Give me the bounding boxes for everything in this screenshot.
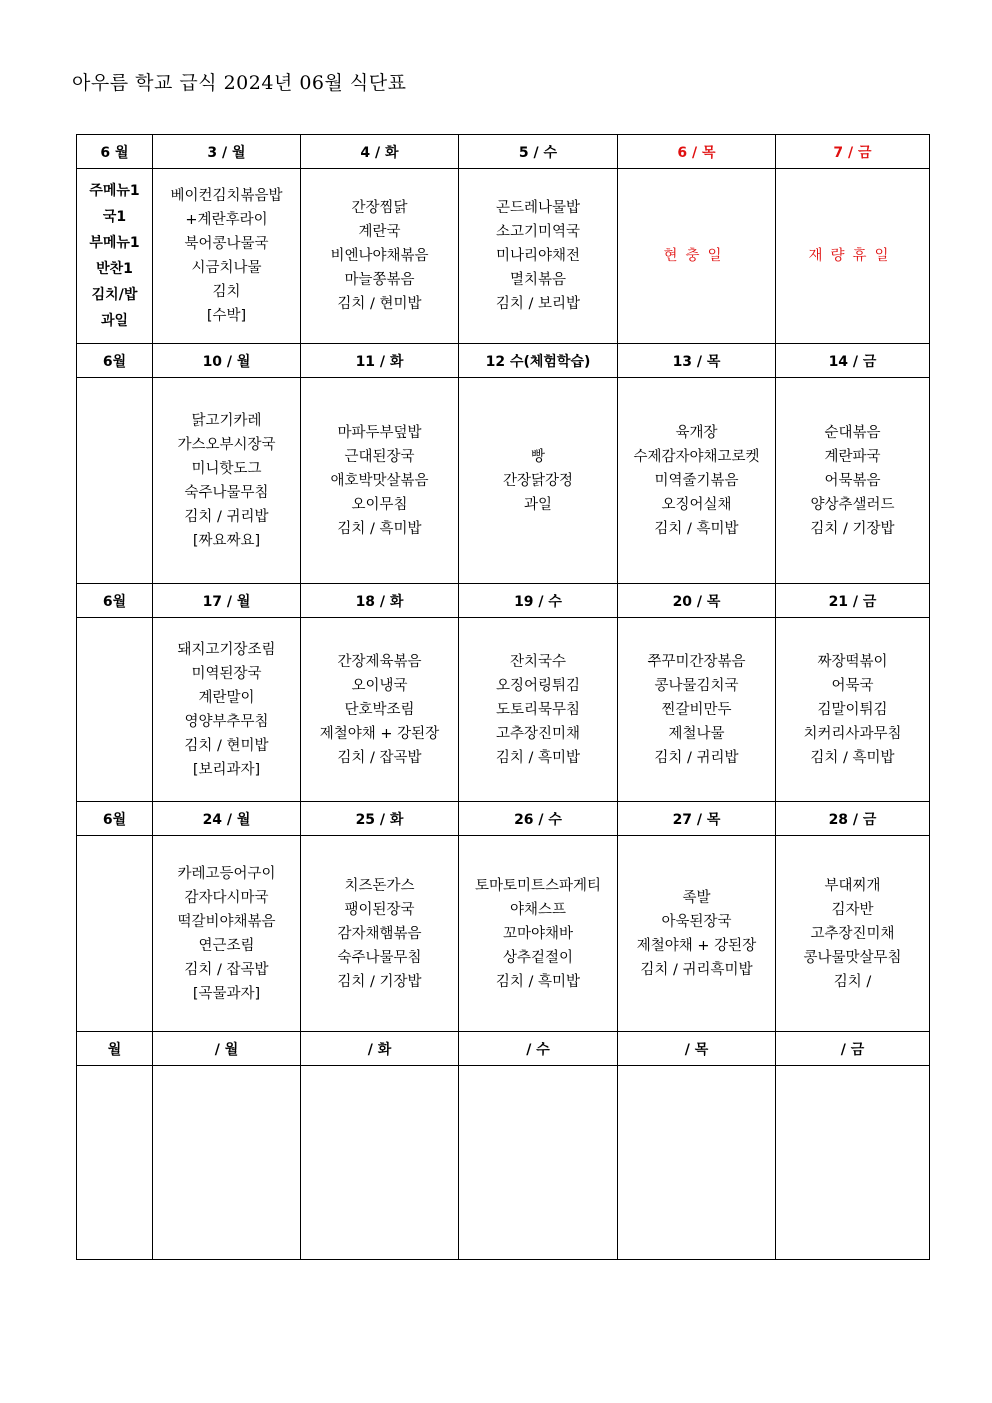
- menu-item: 수제감자야채고로켓: [633, 448, 760, 465]
- week-header-row: [77, 1032, 930, 1066]
- menu-item: 김치 / 흑미밥: [495, 749, 581, 766]
- date-header-cell: / 월: [153, 1032, 301, 1066]
- date-header-cell: 12 수(체험학습): [459, 344, 618, 378]
- menu-item: 치즈돈가스: [344, 877, 415, 894]
- menu-category-label: 국1: [102, 209, 127, 225]
- week-menu-row: [77, 618, 930, 802]
- menu-category-label: 부메뉴1: [89, 235, 140, 251]
- menu-item: 상추겉절이: [502, 949, 574, 966]
- day-menu-cell: [776, 618, 930, 802]
- month-header-cell: 6월: [77, 584, 153, 618]
- menu-item: 김치 / 잡곡밥: [337, 749, 422, 766]
- menu-item: 족발: [682, 889, 711, 906]
- menu-category-labels: [77, 169, 153, 344]
- menu-item: 콩나물맛살무침: [803, 949, 902, 966]
- menu-item: 곤드레나물밥: [495, 200, 581, 216]
- date-header-cell: 3 / 월: [153, 135, 301, 169]
- menu-item: 김치 / 현미밥: [184, 737, 269, 754]
- menu-item: 김자반: [831, 901, 874, 918]
- menu-item: 김치 / 흑미밥: [810, 749, 895, 766]
- menu-item: 김말이튀김: [817, 701, 888, 718]
- date-header-cell: 27 / 목: [618, 802, 776, 836]
- menu-item: 떡갈비야채볶음: [177, 913, 276, 930]
- menu-item: 짜장떡볶이: [817, 653, 888, 670]
- menu-item: 어묵국: [831, 677, 874, 694]
- menu-item: 과일: [523, 496, 552, 513]
- menu-item: 멸치볶음: [509, 272, 567, 288]
- menu-item: 빵: [530, 448, 545, 465]
- menu-item: 김치 / 귀리흑미밥: [640, 961, 753, 978]
- holiday-label: 재량휴일: [808, 248, 897, 264]
- menu-item: 미나리야채전: [495, 248, 581, 264]
- menu-category-label: 김치/밥: [91, 287, 138, 303]
- date-header-cell: 24 / 월: [153, 802, 301, 836]
- day-menu-cell: [153, 618, 301, 802]
- menu-item: 제철나물: [668, 725, 725, 742]
- week-header-row: [77, 344, 930, 378]
- menu-item: 김치 / 귀리밥: [184, 508, 269, 525]
- day-menu-cell: [618, 836, 776, 1032]
- menu-item: 오징어링튀김: [495, 677, 581, 694]
- menu-item: 김치 / 기장밥: [337, 973, 422, 990]
- menu-item: 미역줄기볶음: [654, 472, 739, 489]
- menu-item: 김치 / 흑미밥: [654, 520, 739, 537]
- date-header-cell: 14 / 금: [776, 344, 930, 378]
- menu-item: 돼지고기장조림: [177, 641, 276, 658]
- menu-item: 계란말이: [198, 689, 255, 706]
- page-title: 아우름 학교 급식 2024년 06월 식단표: [72, 72, 407, 94]
- menu-item: 베이컨김치볶음밥: [170, 188, 283, 204]
- menu-category-label: 반찬1: [96, 261, 133, 277]
- menu-item: 간장찜닭: [351, 200, 408, 216]
- menu-category-labels: [77, 618, 153, 802]
- day-menu-cell: [153, 169, 301, 344]
- menu-item: 도토리묵무침: [495, 701, 581, 718]
- day-menu-cell: [301, 836, 459, 1032]
- date-header-cell: 5 / 수: [459, 135, 618, 169]
- menu-category-labels: [77, 836, 153, 1032]
- day-menu-cell: [618, 618, 776, 802]
- week-header-row: [77, 584, 930, 618]
- menu-item: 마늘쫑볶음: [344, 272, 415, 288]
- date-header-cell: 11 / 화: [301, 344, 459, 378]
- menu-item: 비엔나야채볶음: [330, 248, 429, 264]
- menu-item: [곡물과자]: [192, 985, 261, 1002]
- week-menu-row: [77, 169, 930, 344]
- menu-item: 아욱된장국: [661, 913, 732, 930]
- day-menu-cell: [301, 378, 459, 584]
- date-header-cell: / 화: [301, 1032, 459, 1066]
- day-menu-cell: [618, 1066, 776, 1260]
- menu-item: +계란후라이: [185, 212, 268, 228]
- menu-item: [짜요짜요]: [192, 532, 261, 549]
- menu-item: 소고기미역국: [495, 224, 581, 240]
- menu-item: 간장제육볶음: [337, 653, 422, 670]
- menu-category-labels: [77, 1066, 153, 1260]
- menu-item: 김치 / 흑미밥: [337, 520, 422, 537]
- menu-category-labels: [77, 378, 153, 584]
- date-header-cell: 6 / 목: [618, 135, 776, 169]
- date-header-cell: 10 / 월: [153, 344, 301, 378]
- menu-item: 김치: [212, 284, 241, 300]
- day-menu-cell: [459, 618, 618, 802]
- week-menu-row: [77, 1066, 930, 1260]
- menu-item: 감자다시마국: [184, 889, 269, 906]
- menu-item: 고추장진미채: [495, 725, 581, 742]
- month-header-cell: 6 월: [77, 135, 153, 169]
- month-header-cell: 6월: [77, 344, 153, 378]
- menu-item: 간장닭강정: [502, 472, 574, 489]
- date-header-cell: / 수: [459, 1032, 618, 1066]
- menu-item: 마파두부덮밥: [337, 424, 422, 441]
- menu-item: 김치 / 흑미밥: [495, 973, 581, 990]
- holiday-label: 현충일: [663, 248, 730, 264]
- menu-item: 팽이된장국: [344, 901, 415, 918]
- menu-item: 야채스프: [509, 901, 567, 918]
- menu-item: 미니핫도그: [191, 460, 262, 477]
- date-header-cell: 21 / 금: [776, 584, 930, 618]
- menu-item: 토마토미트스파게티: [474, 877, 602, 894]
- menu-item: 감자채햄볶음: [337, 925, 422, 942]
- menu-item: 순대볶음: [824, 424, 881, 441]
- menu-item: 쭈꾸미간장볶음: [647, 653, 746, 670]
- day-menu-cell: [459, 378, 618, 584]
- menu-item: 치커리사과무침: [803, 725, 902, 742]
- menu-item: 제철야채 + 강된장: [636, 937, 757, 954]
- menu-item: 닭고기카레: [191, 412, 262, 429]
- week-menu-row: [77, 378, 930, 584]
- menu-item: 계란국: [358, 224, 401, 240]
- menu-item: 카레고등어구이: [177, 865, 276, 882]
- menu-item: 계란파국: [824, 448, 881, 465]
- menu-item: 김치 / 귀리밥: [654, 749, 739, 766]
- date-header-cell: 4 / 화: [301, 135, 459, 169]
- menu-item: 찐갈비만두: [661, 701, 732, 718]
- menu-table: [76, 134, 930, 1260]
- menu-category-label: 과일: [100, 313, 129, 329]
- menu-item: [수박]: [206, 308, 247, 324]
- menu-item: [보리과자]: [192, 761, 261, 778]
- menu-item: 단호박조림: [344, 701, 415, 718]
- menu-item: 김치 / 현미밥: [337, 296, 422, 312]
- menu-item: 부대찌개: [824, 877, 881, 894]
- menu-item: 콩나물김치국: [654, 677, 739, 694]
- day-menu-cell: [618, 378, 776, 584]
- menu-item: 김치 / 잡곡밥: [184, 961, 269, 978]
- menu-item: 육개장: [675, 424, 718, 441]
- menu-item: 숙주나물무침: [337, 949, 422, 966]
- menu-item: 김치 / 보리밥: [495, 296, 581, 312]
- month-header-cell: 6월: [77, 802, 153, 836]
- menu-item: 고추장진미채: [810, 925, 895, 942]
- day-menu-cell: [301, 618, 459, 802]
- menu-item: 오이무침: [351, 496, 408, 513]
- menu-category-label: 주메뉴1: [89, 183, 140, 199]
- day-menu-cell: [153, 1066, 301, 1260]
- date-header-cell: 20 / 목: [618, 584, 776, 618]
- menu-item: 미역된장국: [191, 665, 262, 682]
- menu-item: 애호박맛살볶음: [330, 472, 429, 489]
- holiday-cell: [618, 169, 776, 344]
- week-header-row: [77, 802, 930, 836]
- date-header-cell: / 목: [618, 1032, 776, 1066]
- menu-item: 제철야채 + 강된장: [319, 725, 440, 742]
- day-menu-cell: [459, 836, 618, 1032]
- day-menu-cell: [153, 378, 301, 584]
- day-menu-cell: [459, 169, 618, 344]
- menu-item: 어묵볶음: [824, 472, 881, 489]
- menu-item: 꼬마야채바: [502, 925, 574, 942]
- date-header-cell: 28 / 금: [776, 802, 930, 836]
- menu-item: 김치 / 기장밥: [810, 520, 895, 537]
- day-menu-cell: [459, 1066, 618, 1260]
- day-menu-cell: [776, 378, 930, 584]
- month-header-cell: 월: [77, 1032, 153, 1066]
- menu-item: 근대된장국: [344, 448, 415, 465]
- menu-item: 숙주나물무침: [184, 484, 269, 501]
- menu-item: 시금치나물: [191, 260, 262, 276]
- week-header-row: [77, 135, 930, 169]
- week-menu-row: [77, 836, 930, 1032]
- date-header-cell: 25 / 화: [301, 802, 459, 836]
- menu-item: 영양부추무침: [184, 713, 269, 730]
- day-menu-cell: [776, 1066, 930, 1260]
- date-header-cell: 7 / 금: [776, 135, 930, 169]
- date-header-cell: 17 / 월: [153, 584, 301, 618]
- date-header-cell: 13 / 목: [618, 344, 776, 378]
- menu-item: 북어콩나물국: [184, 236, 269, 252]
- date-header-cell: 26 / 수: [459, 802, 618, 836]
- date-header-cell: 19 / 수: [459, 584, 618, 618]
- menu-item: 오징어실채: [661, 496, 732, 513]
- day-menu-cell: [301, 1066, 459, 1260]
- menu-item: 잔치국수: [509, 653, 567, 670]
- menu-item: 오이냉국: [351, 677, 408, 694]
- menu-item: 연근조림: [198, 937, 255, 954]
- holiday-cell: [776, 169, 930, 344]
- date-header-cell: 18 / 화: [301, 584, 459, 618]
- day-menu-cell: [153, 836, 301, 1032]
- day-menu-cell: [301, 169, 459, 344]
- date-header-cell: / 금: [776, 1032, 930, 1066]
- menu-item: 김치 /: [833, 973, 872, 990]
- day-menu-cell: [776, 836, 930, 1032]
- menu-item: 양상추샐러드: [810, 496, 895, 513]
- menu-item: 가스오부시장국: [177, 436, 276, 453]
